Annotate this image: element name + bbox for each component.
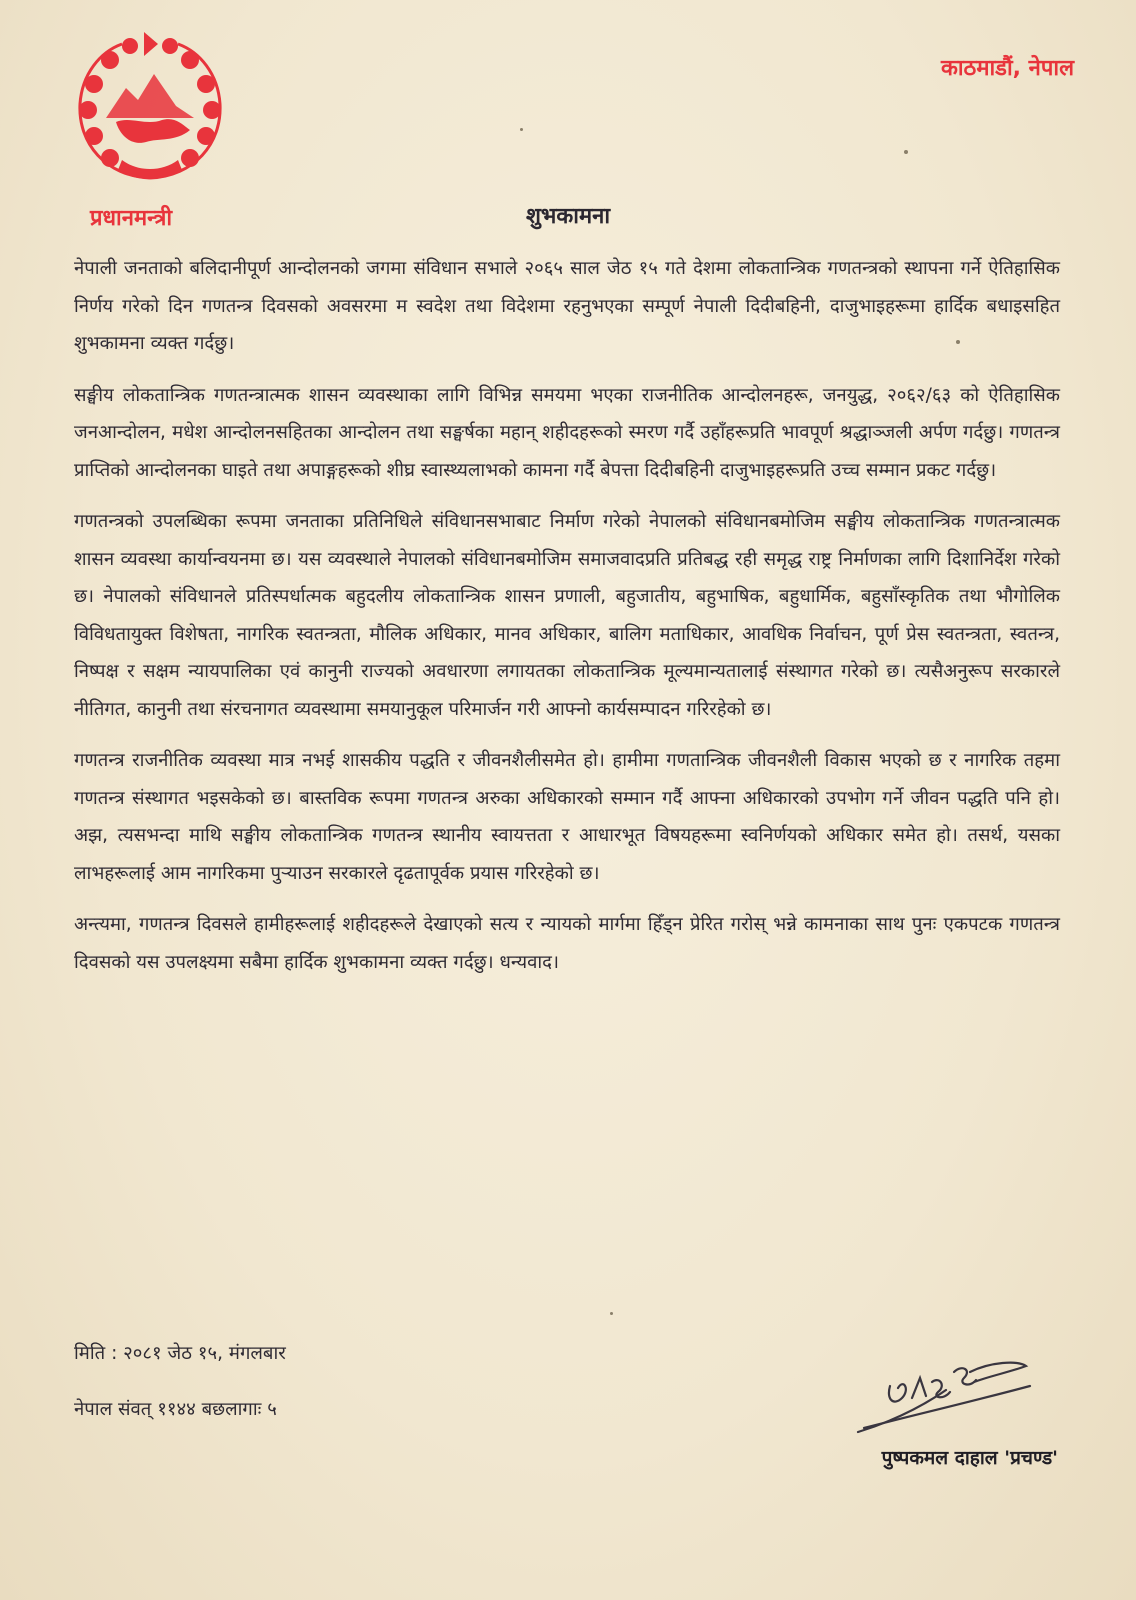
- paper-speck: [520, 128, 523, 131]
- paragraph-2: सङ्घीय लोकतान्त्रिक गणतन्त्रात्मक शासन व्यवस्थाका लागि विभिन्न समयमा भएका राजनीतिक आन्दोलनहरू, जनयुद्ध, २०६२/६३ को ऐतिहासिक जनआन्दोलन, मधेश आन्दोलनसहितका आन्दोलन तथा सङ्घर्षका महान् शहीदहरूको स्मरण गर्दै उहाँहरूप्रति भावपूर्ण श्रद्धाञ्जली अर्पण गर्दछु। गणतन्त्र प्राप्तिको आन्दोलनका घाइते तथा अपाङ्गहरूको शीघ्र स्वास्थ्यलाभको कामना गर्दै बेपत्ता दिदीबहिनी दाजुभाइहरूप्रति उच्च सम्मान प्रकट गर्दछु।: [74, 384, 1060, 481]
- office-title: प्रधानमन्त्री: [90, 206, 173, 231]
- paragraph-3: गणतन्त्रको उपलब्धिका रूपमा जनताका प्रतिनिधिले संविधानसभाबाट निर्माण गरेको नेपालको संविधानबमोजिम सङ्घीय लोकतान्त्रिक गणतन्त्रात्मक शासन व्यवस्था कार्यान्वयनमा छ। यस व्यवस्थाले नेपालको संविधानबमोजिम समाजवादप्रति प्रतिबद्ध रही समृद्ध राष्ट्र निर्माणका लागि दिशानिर्देश गरेको छ। नेपालको संविधानले प्रतिस्पर्धात्मक बहुदलीय लोकतान्त्रिक शासन प्रणाली, बहुजातीय, बहुभाषिक, बहुधार्मिक, बहुसाँस्कृतिक तथा भौगोलिक विविधतायुक्त विशेषता, नागरिक स्वतन्त्रता, मौलिक अधिकार, मानव अधिकार, बालिग मताधिकार, आवधिक निर्वाचन, पूर्ण प्रेस स्वतन्त्रता, स्वतन्त्र, निष्पक्ष र सक्षम न्यायपालिका एवं कानुनी राज्यको अवधारणा लगायतका लोकतान्त्रिक मूल्यमान्यतालाई संस्थागत गरेको छ। त्यसैअनुरूप सरकारले नीतिगत, कानुनी तथा संरचनागत व्यवस्थामा समयानुकूल परिमार्जन गरी आफ्नो कार्यसम्पादन गरिरहेको छ।: [74, 511, 1060, 720]
- paragraph-5: अन्त्यमा, गणतन्त्र दिवसले हामीहरूलाई शहीदहरूले देखाएको सत्य र न्यायको मार्गमा हिँड्न प्रेरित गरोस् भन्ने कामनाका साथ पुनः एकपटक गणतन्त्र दिवसको यस उपलक्ष्यमा सबैमा हार्दिक शुभकामना व्यक्त गर्दछु। धन्यवाद।: [74, 914, 1060, 973]
- paragraph-4: गणतन्त्र राजनीतिक व्यवस्था मात्र नभई शासकीय पद्धति र जीवनशैलीसमेत हो। हामीमा गणतान्त्रिक जीवनशैली विकास भएको छ र नागरिक तहमा गणतन्त्र संस्थागत भइसकेको छ। बास्तविक रूपमा गणतन्त्र अरुका अधिकारको सम्मान गर्दै आफ्ना अधिकारको उपभोग गर्ने जीवन पद्धति पनि हो। अझ, त्यसभन्दा माथि सङ्घीय लोकतान्त्रिक गणतन्त्र स्थानीय स्वायत्तता र आधारभूत विषयहरूमा स्वनिर्णयको अधिकार समेत हो। तसर्थ, यसका लाभहरूलाई आम नागरिकमा पुऱ्याउन सरकारले दृढतापूर्वक प्रयास गरिरहेको छ।: [74, 750, 1060, 884]
- signatory-name: पुष्पकमल दाहाल 'प्रचण्ड': [881, 1447, 1058, 1469]
- letter-body: [74, 250, 1060, 995]
- paragraph-1: नेपाली जनताको बलिदानीपूर्ण आन्दोलनको जगमा संविधान सभाले २०६५ साल जेठ १५ गते देशमा लोकतान्त्रिक गणतन्त्रको स्थापना गर्ने ऐतिहासिक निर्णय गरेको दिन गणतन्त्र दिवसको अवसरमा म स्वदेश तथा विदेशमा रहनुभएका सम्पूर्ण नेपाली दिदीबहिनी, दाजुभाइहरूमा हार्दिक बधाइसहित शुभकामना व्यक्त गर्दछु।: [74, 258, 1060, 354]
- nepal-coat-of-arms-icon: [66, 26, 234, 186]
- nepal-sambat-line: नेपाल संवत् ११४४ बछलागाः ५: [74, 1399, 277, 1420]
- paper-speck: [610, 1312, 613, 1315]
- date-line: मिति : २०८१ जेठ १५, मंगलबार: [74, 1343, 286, 1364]
- document-title: शुभकामना: [525, 204, 611, 229]
- place-label: काठमाडौं, नेपाल: [940, 56, 1074, 81]
- paper-speck: [904, 150, 908, 154]
- handwritten-signature-icon: [850, 1342, 1050, 1442]
